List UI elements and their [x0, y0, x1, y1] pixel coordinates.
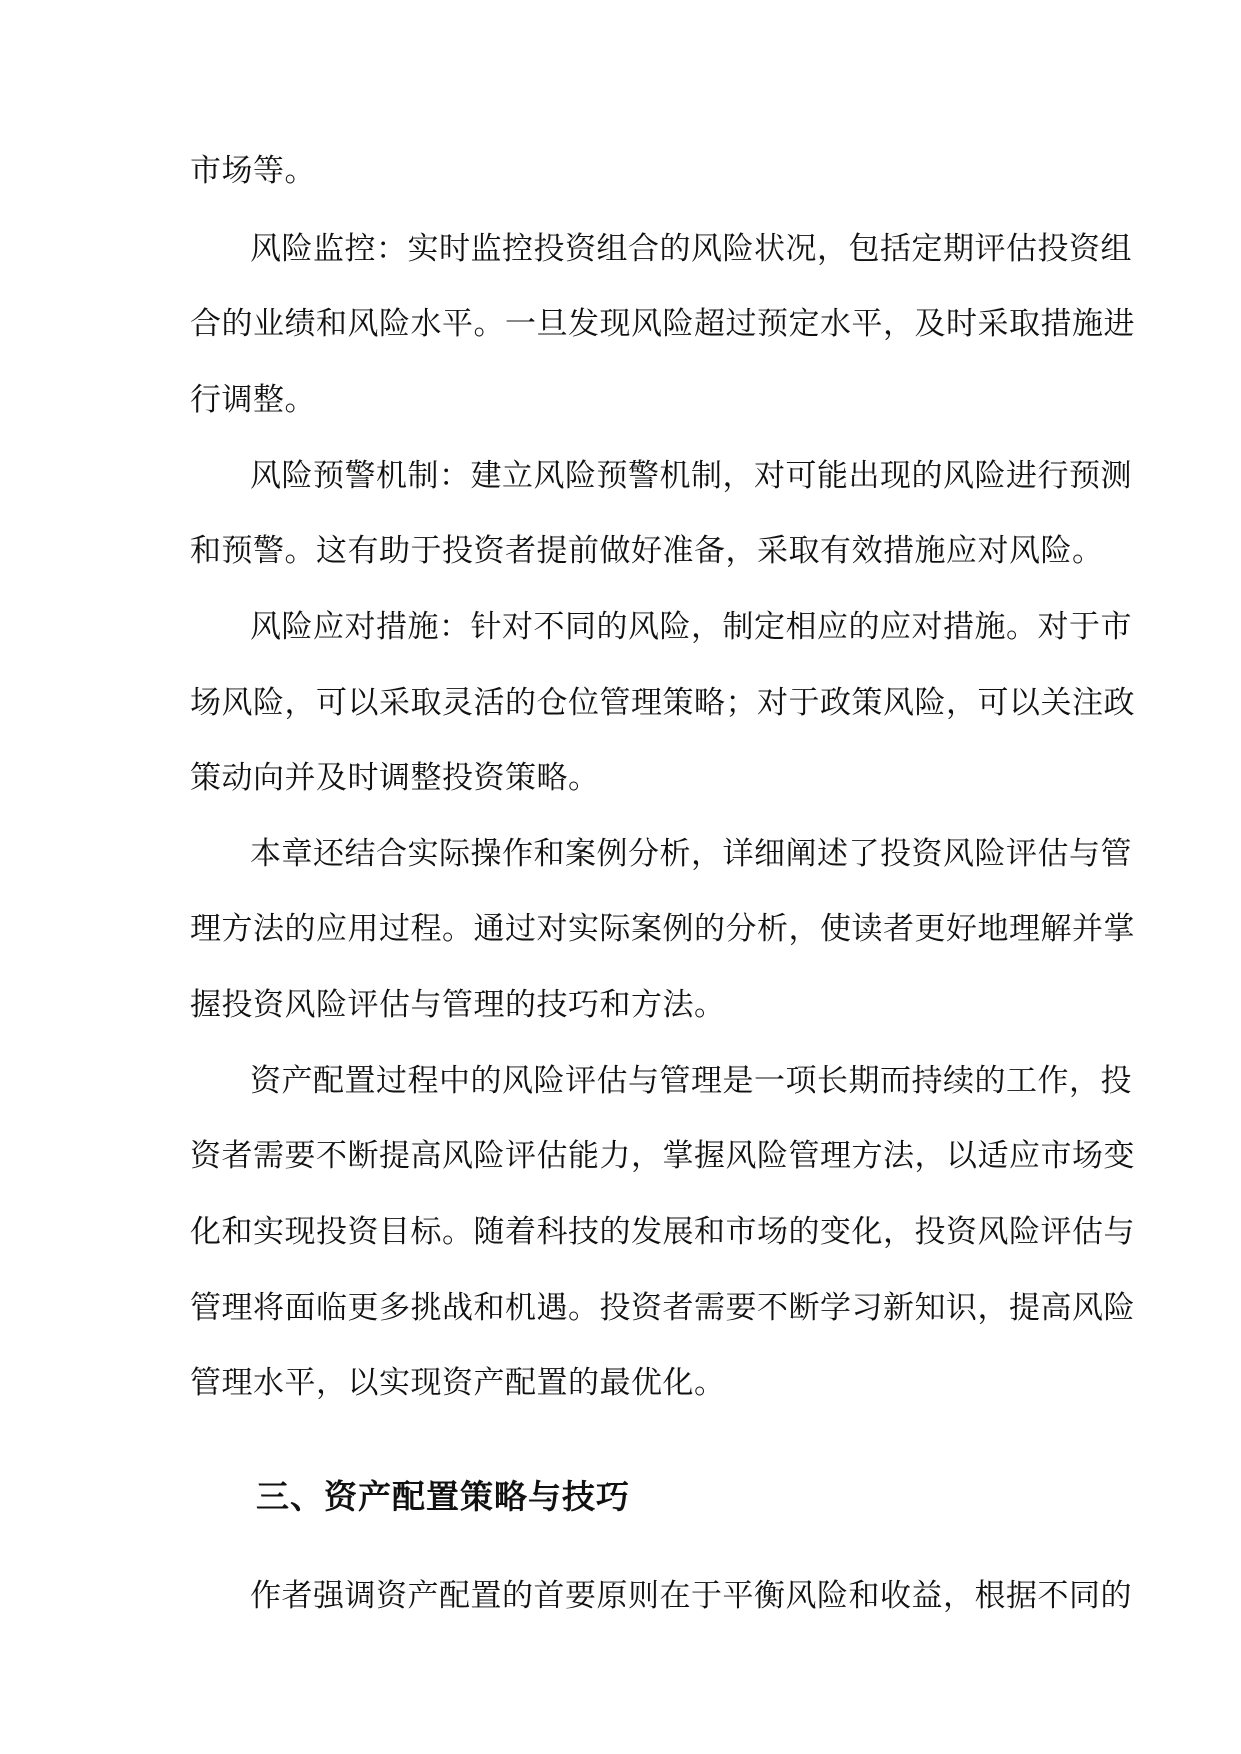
paragraph-line: 行调整。: [190, 382, 316, 418]
paragraph-line: 策动向并及时调整投资策略。: [190, 760, 600, 796]
paragraph-line: 本章还结合实际操作和案例分析，详细阐述了投资风险评估与管: [250, 836, 1132, 872]
paragraph-line: 风险监控：实时监控投资组合的风险状况，包括定期评估投资组: [250, 231, 1132, 267]
paragraph-line: 管理将面临更多挑战和机遇。投资者需要不断学习新知识，提高风险: [190, 1290, 1135, 1326]
paragraph-line: 风险预警机制：建立风险预警机制，对可能出现的风险进行预测: [250, 458, 1132, 494]
paragraph-line: 管理水平，以实现资产配置的最优化。: [190, 1365, 726, 1401]
paragraph-line: 风险应对措施：针对不同的风险，制定相应的应对措施。对于市: [250, 609, 1132, 645]
paragraph-line: 和预警。这有助于投资者提前做好准备，采取有效措施应对风险。: [190, 533, 1104, 569]
paragraph-line: 资产配置过程中的风险评估与管理是一项长期而持续的工作，投: [250, 1063, 1132, 1099]
paragraph-line: 作者强调资产配置的首要原则在于平衡风险和收益，根据不同的: [250, 1578, 1132, 1614]
paragraph-line: 合的业绩和风险水平。一旦发现风险超过预定水平，及时采取措施进: [190, 306, 1135, 342]
section-heading: 三、资产配置策略与技巧: [256, 1477, 630, 1516]
paragraph-line: 场风险，可以采取灵活的仓位管理策略；对于政策风险，可以关注政: [190, 685, 1135, 721]
paragraph-line: 资者需要不断提高风险评估能力，掌握风险管理方法，以适应市场变: [190, 1138, 1135, 1174]
paragraph-line: 理方法的应用过程。通过对实际案例的分析，使读者更好地理解并掌: [190, 911, 1135, 947]
paragraph-line: 市场等。: [190, 153, 316, 189]
paragraph-line: 化和实现投资目标。随着科技的发展和市场的变化，投资风险评估与: [190, 1214, 1135, 1250]
paragraph-line: 握投资风险评估与管理的技巧和方法。: [190, 987, 726, 1023]
